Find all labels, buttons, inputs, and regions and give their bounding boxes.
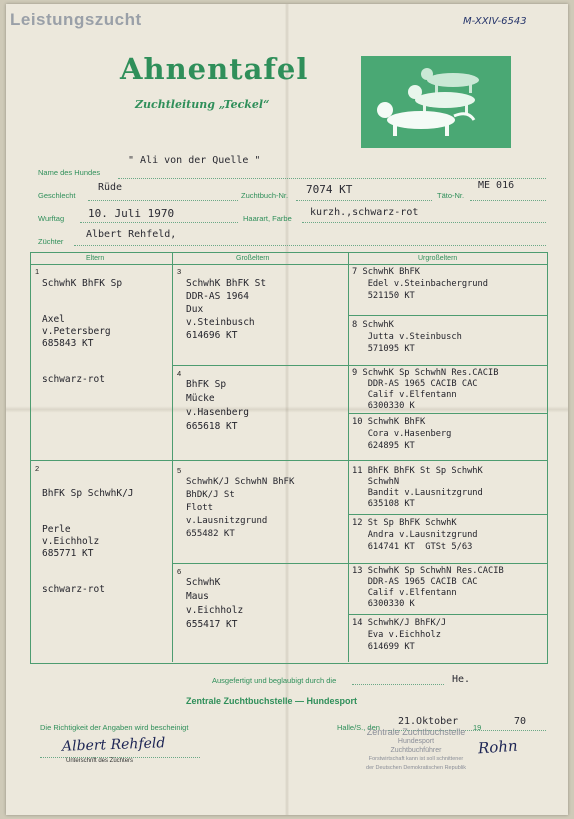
header-greatgrandparents: Urgroßeltern bbox=[418, 255, 458, 262]
header-parents: Eltern bbox=[86, 255, 105, 262]
sex-line bbox=[88, 200, 238, 201]
breeder-signature: Albert Rehfeld bbox=[61, 735, 166, 755]
parent-number: 1 bbox=[35, 267, 40, 276]
parent-number: 2 bbox=[35, 464, 40, 473]
dog-name-value: " Ali von der Quelle " bbox=[128, 155, 261, 166]
tato-label: Täto-Nr. bbox=[437, 191, 465, 200]
breeder-value: Albert Rehfeld, bbox=[86, 229, 177, 240]
ggp-divider-1 bbox=[348, 315, 547, 316]
grandparent-number: 6 bbox=[177, 567, 182, 576]
parent-entry: BhFK Sp SchwhK/J Perle v.Eichholz 685771 KT schwarz-rot bbox=[42, 488, 134, 595]
dachshund-illustration bbox=[361, 56, 511, 148]
ggp-divider-3 bbox=[348, 413, 547, 414]
dog-name-line bbox=[118, 178, 546, 179]
grandparent-entry: SchwhK BhFK St DDR-AS 1964 Dux v.Steinbusch 614696 KT bbox=[186, 278, 267, 341]
sex-label: Geschlecht bbox=[38, 191, 76, 200]
grandparents-divider-3 bbox=[172, 563, 548, 564]
place-label: Halle/S., den bbox=[337, 723, 380, 732]
certification-text: Ausgefertigt und beglaubigt durch die bbox=[212, 676, 337, 685]
breeder-line bbox=[74, 245, 546, 246]
parent-entry: SchwhK BhFK Sp Axel v.Petersberg 685843 KT schwarz-rot bbox=[42, 278, 123, 385]
sex-value: Rüde bbox=[98, 182, 123, 193]
correctness-label: Die Richtigkeit der Angaben wird bescheinigt bbox=[40, 723, 189, 732]
grandparents-divider-1 bbox=[172, 365, 548, 366]
greatgrandparent-entry: 12 St Sp BhFK SchwhK Andra v.Lausnitzgrund 614741 KT GTSt 5/63 bbox=[352, 518, 478, 552]
grandparent-entry: SchwhK/J SchwhN BhFK BhDK/J St Flott v.Lausnitzgrund 655482 KT bbox=[186, 477, 295, 539]
greatgrandparent-entry: 11 BhFK BhFK St Sp SchwhK SchwhN Bandit v.Lausnitzgrund 635108 KT bbox=[352, 466, 483, 509]
ggp-divider-5 bbox=[348, 514, 547, 515]
greatgrandparent-entry: 8 SchwhK Jutta v.Steinbusch 571095 KT bbox=[352, 320, 462, 354]
column-divider-2 bbox=[348, 252, 349, 662]
issue-day: 21.Oktober bbox=[398, 716, 459, 727]
column-divider-1 bbox=[172, 252, 173, 662]
official-signature: Rohn bbox=[477, 736, 519, 758]
litter-date-value: 10. Juli 1970 bbox=[88, 207, 175, 220]
tato-value: ME 016 bbox=[478, 180, 515, 191]
coat-color-label: Haarart, Farbe bbox=[243, 214, 292, 223]
ggp-divider-7 bbox=[348, 614, 547, 615]
greatgrandparent-entry: 7 SchwhK BhFK Edel v.Steinbachergrund 521150 KT bbox=[352, 267, 489, 301]
litter-date-line bbox=[80, 222, 238, 223]
certification-suffix: He. bbox=[452, 674, 471, 685]
grandparent-entry: BhFK Sp Mücke v.Hasenberg 665618 KT bbox=[186, 379, 249, 432]
document-title: Ahnentafel bbox=[120, 52, 309, 86]
tato-line bbox=[470, 200, 546, 201]
greatgrandparent-entry: 10 SchwhK BhFK Cora v.Hasenberg 624895 KT bbox=[352, 417, 452, 451]
parents-divider bbox=[30, 460, 547, 461]
document-subtitle: Zuchtleitung „Teckel“ bbox=[135, 98, 270, 111]
coat-color-value: kurzh.,schwarz-rot bbox=[310, 207, 419, 218]
certifying-authority: Zentrale Zuchtbuchstelle — Hundesport bbox=[186, 696, 358, 706]
studbook-label: Zuchtbuch-Nr. bbox=[241, 191, 289, 200]
certification-line bbox=[352, 684, 444, 685]
grandparent-number: 5 bbox=[177, 466, 182, 475]
litter-date-label: Wurftag bbox=[38, 214, 65, 223]
performance-stamp: Leistungszucht bbox=[10, 10, 142, 29]
greatgrandparent-entry: 14 SchwhK/J BhFK/J Eva v.Eichholz 614699 KT bbox=[352, 618, 447, 652]
coat-color-line bbox=[302, 222, 546, 223]
grandparent-number: 3 bbox=[177, 267, 182, 276]
issue-year: 70 bbox=[514, 716, 527, 727]
studbook-line bbox=[296, 200, 432, 201]
dog-name-label: Name des Hundes bbox=[38, 168, 101, 177]
official-stamp: Zentrale Zuchtbuchstelle Hundesport Zuchtbuchführer Forstwirtschaft kann ist soll schnittener der Deutschen Demokratischen Republik bbox=[366, 727, 466, 771]
archive-number: M-XXIV-6543 bbox=[463, 16, 527, 27]
dachshund-icon bbox=[361, 56, 511, 148]
table-header-rule bbox=[30, 264, 547, 265]
greatgrandparent-entry: 9 SchwhK Sp SchwhN Res.CACIB DDR-AS 1965 CACIB CAC Calif v.Elfentann 6300330 K bbox=[352, 368, 499, 411]
breeder-label: Züchter bbox=[38, 237, 64, 246]
signature-caption: Unterschrift des Züchters bbox=[66, 758, 134, 764]
greatgrandparent-entry: 13 SchwhK Sp SchwhN Res.CACIB DDR-AS 1965 CACIB CAC Calif v.Elfentann 6300330 K bbox=[352, 566, 504, 609]
grandparent-entry: SchwhK Maus v.Eichholz 655417 KT bbox=[186, 577, 244, 630]
header-grandparents: Großeltern bbox=[236, 255, 270, 262]
year-prefix: 19 bbox=[473, 723, 482, 732]
studbook-value: 7074 KT bbox=[306, 183, 353, 196]
grandparent-number: 4 bbox=[177, 369, 182, 378]
